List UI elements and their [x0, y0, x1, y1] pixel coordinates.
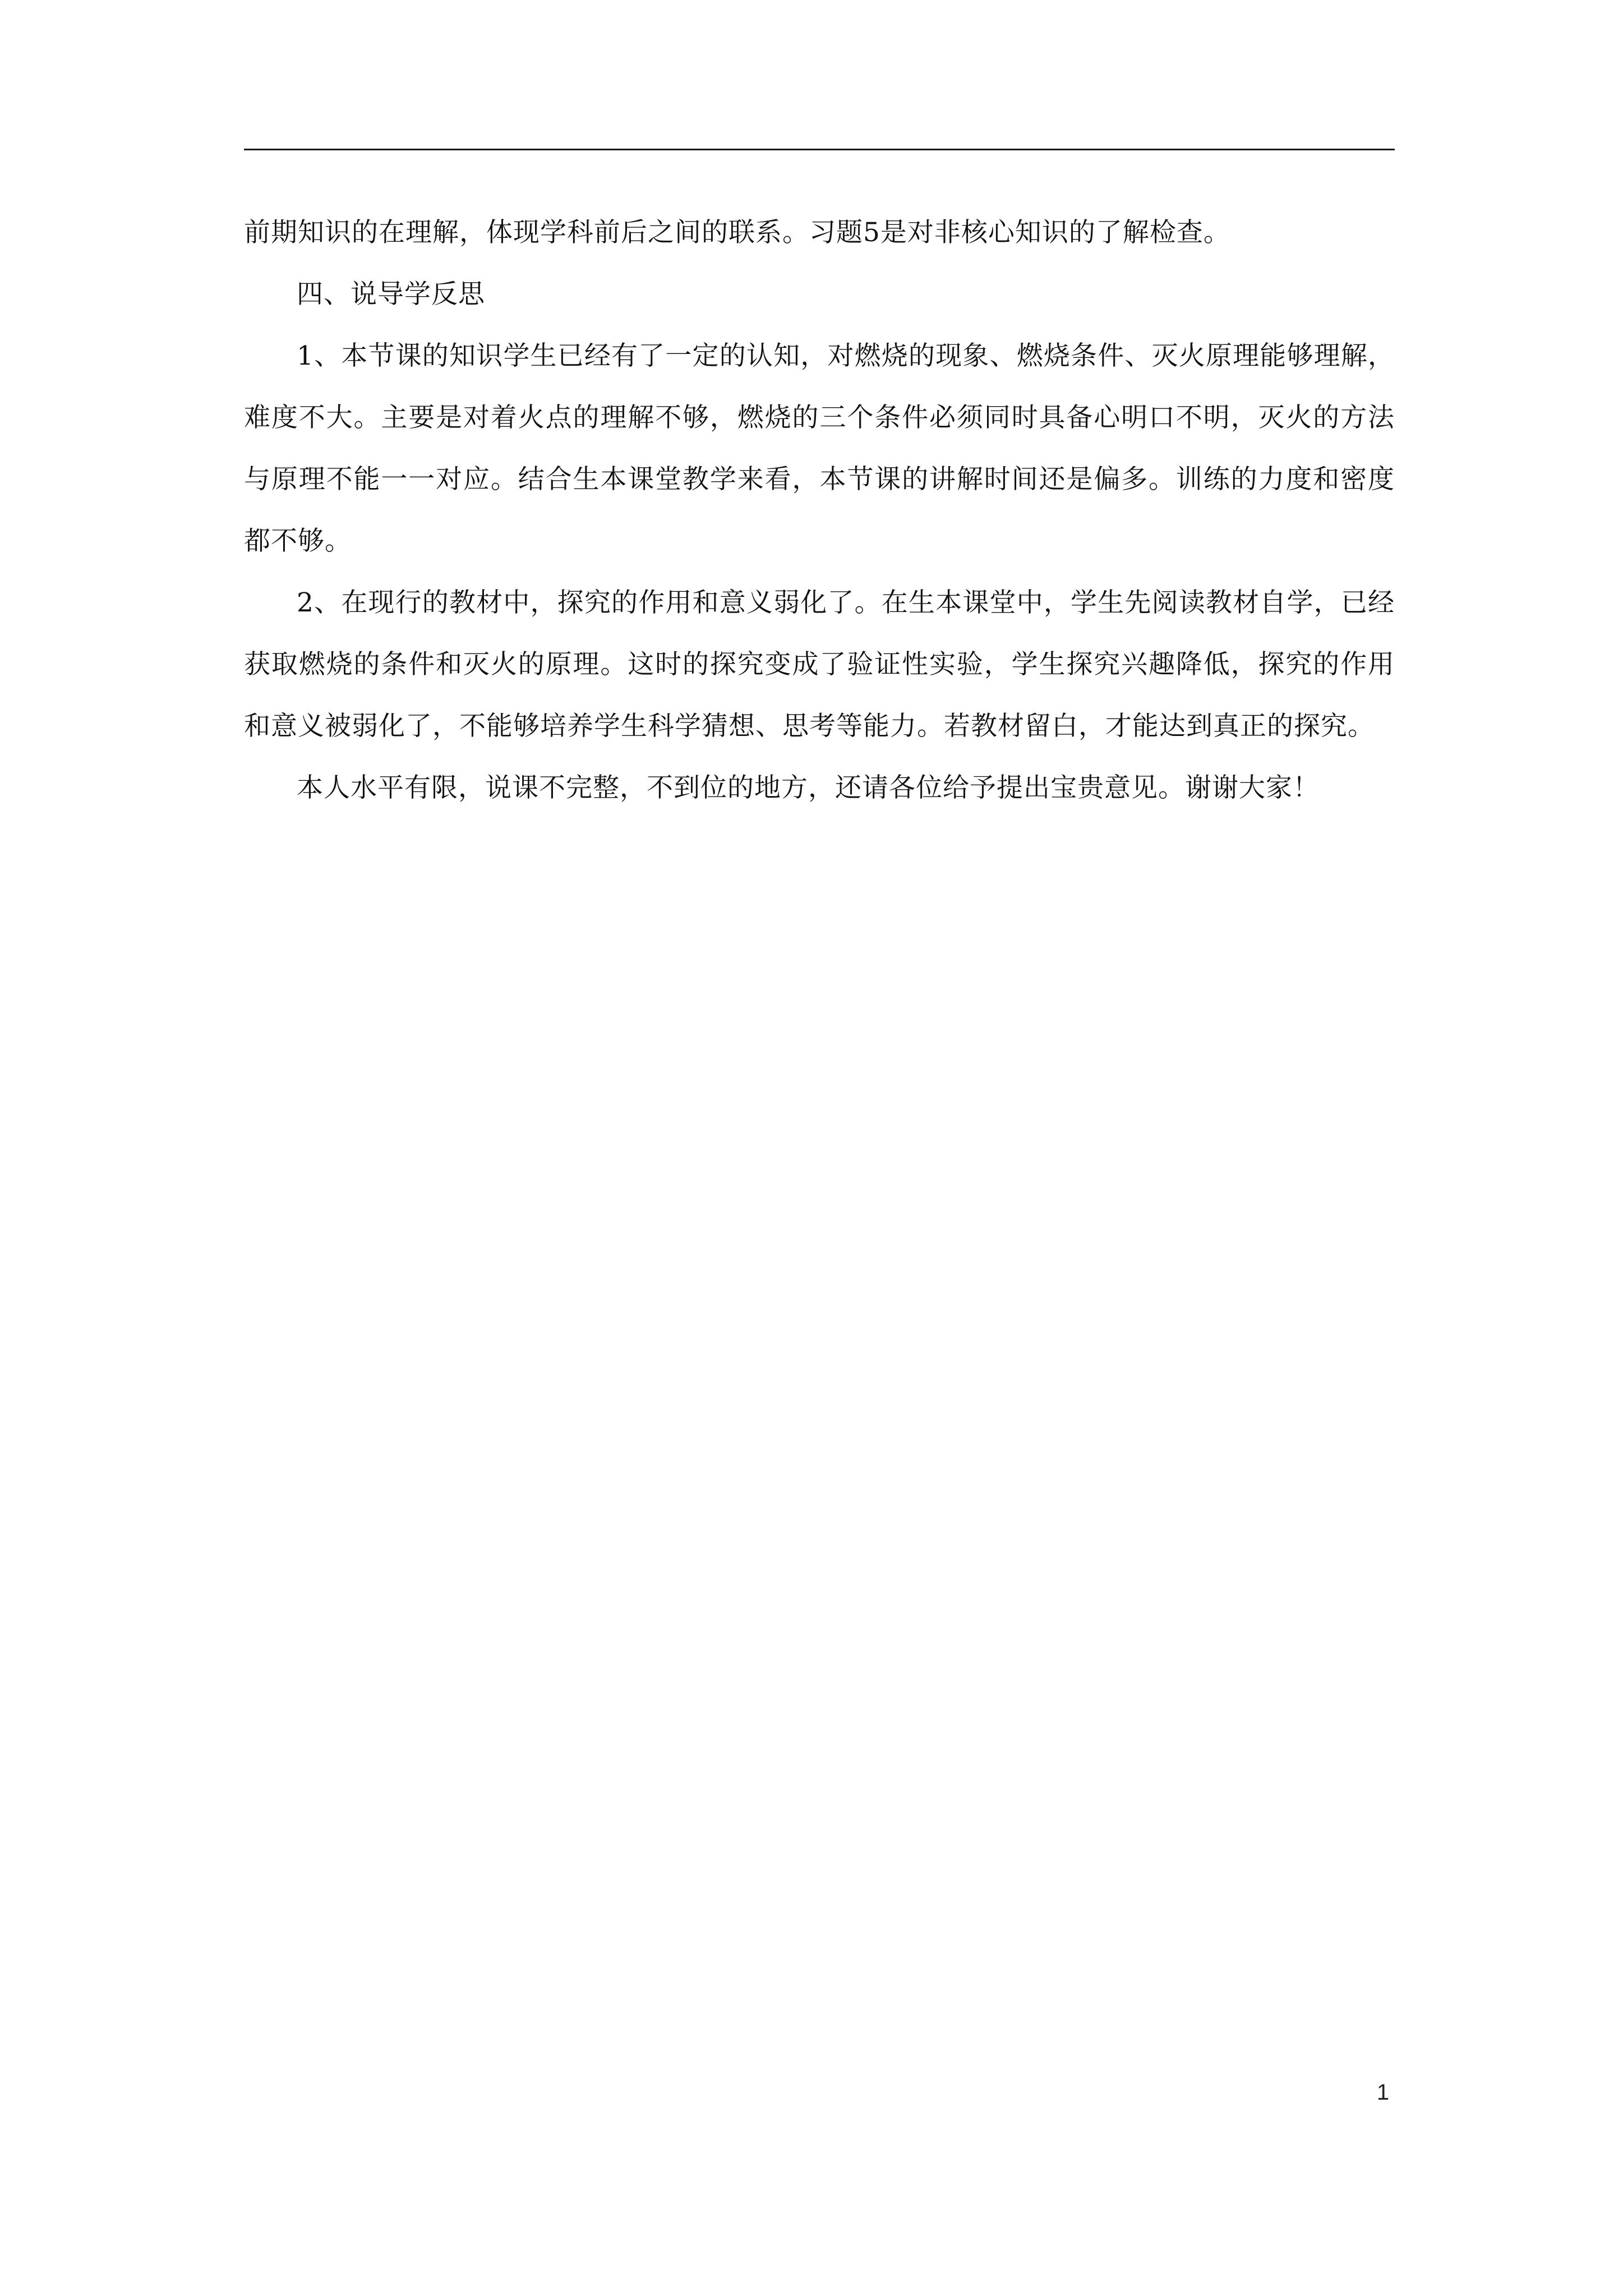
paragraph-continuation: 前期知识的在理解，体现学科前后之间的联系。习题5是对非核心知识的了解检查。: [244, 217, 1230, 248]
section-heading-reflection: 四、说导学反思: [297, 279, 485, 310]
paragraph-reflection-1: 1、本节课的知识学生已经有了一定的认知，对燃烧的现象、燃烧条件、灭火原理能够理解，难度不大。主要是对着火点的理解不够，燃烧的三个条件必须同时具备心明口不明，灭火的方法与原理不能一一对应。结合生本课堂教学来看，本节课的讲解时间还是偏多。训练的力度和密度都不够。: [244, 341, 1395, 556]
page-number: 1: [1376, 2080, 1390, 2105]
document-body: [244, 202, 1395, 819]
paragraph-reflection-2: 2、在现行的教材中，探究的作用和意义弱化了。在生本课堂中，学生先阅读教材自学，已经获取燃烧的条件和灭火的原理。这时的探究变成了验证性实验，学生探究兴趣降低，探究的作用和意义被弱化了，不能够培养学生科学猜想、思考等能力。若教材留白，才能达到真正的探究。: [244, 587, 1395, 742]
paragraph-closing: 本人水平有限，说课不完整，不到位的地方，还请各位给予提出宝贵意见。谢谢大家！: [297, 772, 1320, 803]
header-rule: [244, 149, 1395, 150]
